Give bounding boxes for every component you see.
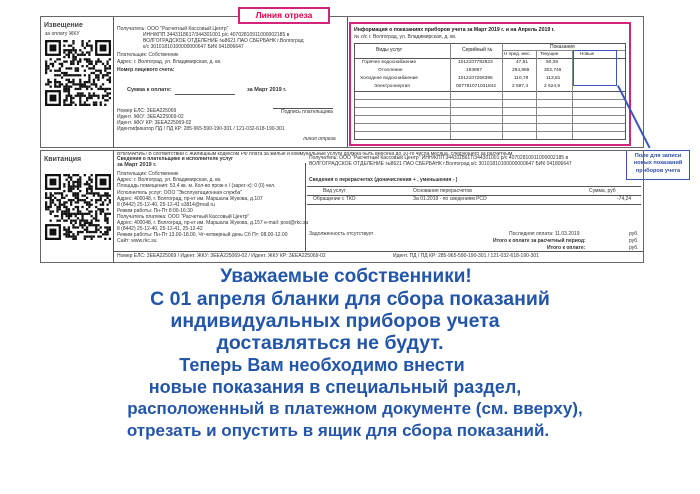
- currency: руб.: [629, 238, 639, 244]
- meter-row: Горячее водоснабжение 1012107782823 47,81 50,38: [362, 60, 559, 65]
- sum-label: Сумма к оплате:: [127, 87, 172, 93]
- divider: [305, 163, 306, 251]
- receipt-title: Квитанция: [44, 156, 82, 163]
- receipt-payer: Плательщик: Собственник: [117, 171, 179, 177]
- receipt-address: Адрес: г. Волгоград, ул. Владимирская, д. кв.: [117, 177, 222, 183]
- header-service: Виды услуг: [376, 47, 403, 53]
- qr-code-icon: [45, 174, 111, 240]
- recalc-title: Сведения о перерасчетах (доначисления + , уменьшения - ): [309, 177, 458, 183]
- cut-line-caption: линия отреза: [303, 136, 336, 142]
- recalc-header-sum: Сумма, руб: [589, 188, 616, 194]
- divider: [307, 186, 641, 187]
- divider: [113, 17, 114, 147]
- address: Адрес: г. Волгоград, ул. Владимирская, д. кв.: [117, 59, 222, 65]
- total-period: Итого к оплате за расчетный период:: [493, 238, 586, 244]
- announcement-line: расположенный в платежном документе (см. вверху),: [127, 399, 583, 418]
- executor: Исполнитель услуг: ООО "Эксплуатационная служба": [117, 190, 243, 196]
- qr-code-icon: [45, 40, 111, 106]
- header-serial: Серийный №: [462, 47, 493, 53]
- receiver-block: Получатель: ООО "Расчетный Кассовый Центр" ИНН/КПП 3443118617/344301001 р/с 40702810911000002185 в: [309, 155, 569, 161]
- payer: Плательщик: Собственник: [117, 52, 179, 58]
- id-gku: Идент. ЖКУ: 3ЕЕА225069-02: [117, 114, 184, 120]
- announcement-line: доставляться не будут.: [216, 332, 444, 354]
- payee-address: Адрес: 400048, г. Волгоград, пр-кт им. Маршала Жукова, д.157 e-mail: post@rkc.su: [117, 220, 309, 226]
- info-header: Сведения о плательщике и исполнителе услуг: [117, 156, 234, 162]
- payer-id: Идентификатор ПД / ПД КР: 285-965-590-190-301 / 121-032-618-190-301: [117, 126, 285, 132]
- inn: ИНН/КПП 3443118617/344301001 р/с 40702810911000002185 в: [143, 32, 290, 38]
- cut-line-label: Линия отреза: [238, 7, 330, 24]
- bik: к/с 30101810100000000647 БИК 041806647: [143, 44, 244, 50]
- last-payment: Последняя оплата: 11.03.2019: [509, 231, 580, 237]
- new-readings-field: [573, 50, 617, 86]
- bank: ВОЛГОГРАДСКОЕ ОТДЕЛЕНИЕ №8621 ПАО СБЕРБАНК г.Волгоград: [143, 38, 304, 44]
- debt-status: Задолженность отсутствует: [309, 231, 374, 237]
- sum-field: [175, 94, 235, 95]
- receipt-els: Номер ЕЛС: 3ЕЕА225069 / Идент. ЖКУ: 3ЕЕА225069-02 / Идент. ЖКУ КР: 3ЕЕА225069-02: [117, 253, 326, 259]
- meter-row: Холодное водоснабжение 1012107266395 110,78 113,81: [360, 76, 561, 81]
- divider: [347, 17, 348, 147]
- divider: [113, 151, 114, 262]
- receipt-form: [40, 150, 644, 263]
- header-readings: Показания: [550, 44, 575, 50]
- announcement-line: индивидуальных приборов учета: [170, 310, 500, 332]
- announcement-line: отрезать и опустить в ящик для сбора показаний.: [126, 421, 550, 440]
- announcement-line: Теперь Вам необходимо внести: [179, 355, 465, 375]
- area: Площадь помещения: 53,4 кв. м. Кол-во прож-х / (зарег-х): 0 (0) чел.: [117, 183, 276, 189]
- payee-phone: 8 (8442) 25-12-40, 25-12-41, 25-12-42: [117, 226, 203, 232]
- meter-table-address: № л/с г. Волгоград, ул. Владимирская, д. кв.: [354, 34, 457, 40]
- els: Номер ЕЛС: 3ЕЕА225069: [117, 108, 177, 114]
- announcement-line: Уважаемые собственники!: [220, 266, 472, 287]
- currency: руб.: [629, 231, 639, 237]
- currency: руб.: [629, 245, 639, 251]
- notice-side-note: за оплату ЖКУ: [45, 31, 80, 37]
- total-pay: Итого к оплате:: [547, 245, 586, 251]
- new-readings-note: Поле для записи новых показаний приборов учета: [626, 150, 690, 180]
- divider: [113, 251, 643, 252]
- announcement-line: С 01 апреля бланки для сбора показаний: [150, 288, 550, 310]
- meter-row: Электроэнергия 007791071031842 2 597,4 2 624,9: [374, 84, 561, 89]
- receipt-period: за Март 2019 г.: [117, 162, 157, 168]
- bank-block: ВОЛГОГРАДСКОЕ ОТДЕЛЕНИЕ №8621 ПАО СБЕРБАНК г.Волгоград к/с 30101810100000000647 БИК 041806647: [309, 161, 572, 167]
- payee-hours: Режим работы: Пн-Пт 13.00-18.00, Чт-четверный день Сб Пт: 08.00-12.00: [117, 232, 288, 238]
- payment-notice: ВНИМАНИЕ! В соответствии с Жилищным кодексом РФ плата за жилые и коммунальные услуги должна быть внесена до 10-го числа месяца, следующего за расчетным: [117, 152, 513, 157]
- recalc-service: Обращение с ТКО: [313, 196, 356, 202]
- payee-site: Сайт: www.rkc.su: [117, 238, 157, 244]
- executor-phone: 8 (8442) 25-12-40, 25-12-41 s3814@mail.ru: [117, 202, 215, 208]
- recalc-sum: -74,24: [617, 196, 632, 202]
- meter-row: Отопление 183697 294,869 302,746: [378, 68, 562, 73]
- executor-address: Адрес: 400048, г. Волгоград, пр-кт им. Маршала Жукова, д.107: [117, 196, 263, 202]
- recalc-header-service: Вид услуг: [323, 188, 346, 194]
- announcement: [30, 266, 670, 442]
- announcement-line: новые показания в специальный раздел,: [148, 377, 522, 397]
- payee: Получатель платежа: ООО "Расчетный Кассовый Центр": [117, 214, 250, 220]
- recipient: Получатель: ООО "Расчетный Кассовый Центр": [117, 26, 229, 32]
- header-current: Текущие: [540, 51, 559, 56]
- period: за Март 2019 г.: [247, 87, 287, 93]
- meter-table-title: Информация о показаниях приборов учета за Март 2019 г. и на Апрель 2019 г.: [354, 27, 555, 33]
- executor-hours: Режим работы: Пн-Пт 8:00-16:30: [117, 208, 193, 214]
- header-new: Новые: [580, 51, 595, 56]
- recalc-reason: За 01.2019 - по сведениям РСО: [413, 196, 487, 202]
- account-number: Номер лицевого счета:: [117, 67, 175, 73]
- divider: [307, 204, 641, 205]
- id-jku-kr: Идент. ЖКУ КР: 3ЕЕА225069-02: [117, 120, 192, 126]
- notice-title: Извещение: [44, 22, 83, 29]
- receipt-payer-id: Идент. ПД / ПД КР: 285-965-590-190-301 / 121-032-618-190-301: [393, 253, 539, 259]
- recalc-header-reason: Основания перерасчетов: [413, 188, 472, 194]
- header-prev: Н пред. мес.: [504, 51, 531, 56]
- signature-label: Подпись плательщика: [281, 109, 333, 115]
